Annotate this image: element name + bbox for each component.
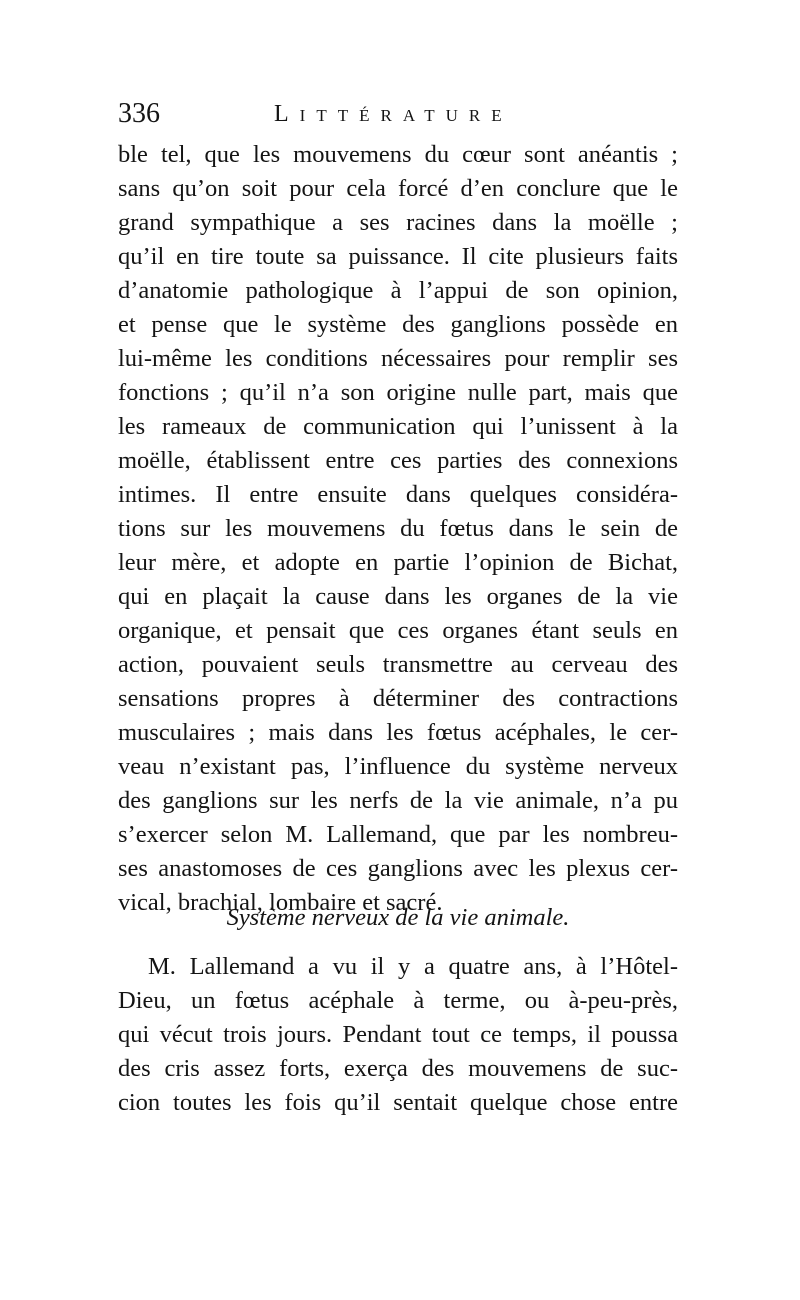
- text-line: d’anatomie pathologique à l’appui de son opinion,: [118, 277, 678, 304]
- text-line: cion toutes les fois qu’il sentait quelque chose entre: [118, 1089, 678, 1116]
- text-line: vical, brachial, lombaire et sacré.: [118, 889, 443, 916]
- text-line: action, pouvaient seuls transmettre au cerveau des: [118, 651, 678, 678]
- text-line: organique, et pensait que ces organes étant seuls en: [118, 617, 678, 644]
- section-subheading: Système nerveux de la vie animale.: [226, 904, 570, 931]
- text-line: musculaires ; mais dans les fœtus acéphales, le cer-: [118, 719, 678, 746]
- text-line: lui-même les conditions nécessaires pour remplir ses: [118, 345, 678, 372]
- text-line: ble tel, que les mouvemens du cœur sont anéantis ;: [118, 141, 678, 168]
- text-line: les rameaux de communication qui l’unissent à la: [118, 413, 678, 440]
- text-line: qui en plaçait la cause dans les organes de la vie: [118, 583, 678, 610]
- text-line: et pense que le système des ganglions possède en: [118, 311, 678, 338]
- text-line: Dieu, un fœtus acéphale à terme, ou à-peu-près,: [118, 987, 678, 1014]
- text-line: sans qu’on soit pour cela forcé d’en conclure que le: [118, 175, 678, 202]
- text-line: grand sympathique a ses racines dans la moëlle ;: [118, 209, 678, 236]
- page-header: [118, 94, 678, 134]
- text-line: intimes. Il entre ensuite dans quelques considéra-: [118, 481, 678, 508]
- text-line: qui vécut trois jours. Pendant tout ce temps, il poussa: [118, 1021, 678, 1048]
- text-line: s’exercer selon M. Lallemand, que par les nombreu-: [118, 821, 678, 848]
- text-line: sensations propres à déterminer des contractions: [118, 685, 678, 712]
- paragraph-1: [118, 138, 678, 920]
- text-line: leur mère, et adopte en partie l’opinion de Bichat,: [118, 549, 678, 576]
- paragraph-2: [118, 950, 678, 1120]
- text-line: fonctions ; qu’il n’a son origine nulle part, mais que: [118, 379, 678, 406]
- text-line: M. Lallemand a vu il y a quatre ans, à l’Hôtel-: [148, 953, 678, 980]
- page-number: 336: [118, 98, 160, 129]
- text-line: des cris assez forts, exerça des mouvemens de suc-: [118, 1055, 678, 1082]
- text-line: tions sur les mouvemens du fœtus dans le sein de: [118, 515, 678, 542]
- text-line: moëlle, établissent entre ces parties des connexions: [118, 447, 678, 474]
- text-line: veau n’existant pas, l’influence du système nerveux: [118, 753, 678, 780]
- text-line: qu’il en tire toute sa puissance. Il cite plusieurs faits: [118, 243, 678, 270]
- text-line: des ganglions sur les nerfs de la vie animale, n’a pu: [118, 787, 678, 814]
- running-head: Littérature: [274, 101, 513, 127]
- text-line: ses anastomoses de ces ganglions avec les plexus cer-: [118, 855, 678, 882]
